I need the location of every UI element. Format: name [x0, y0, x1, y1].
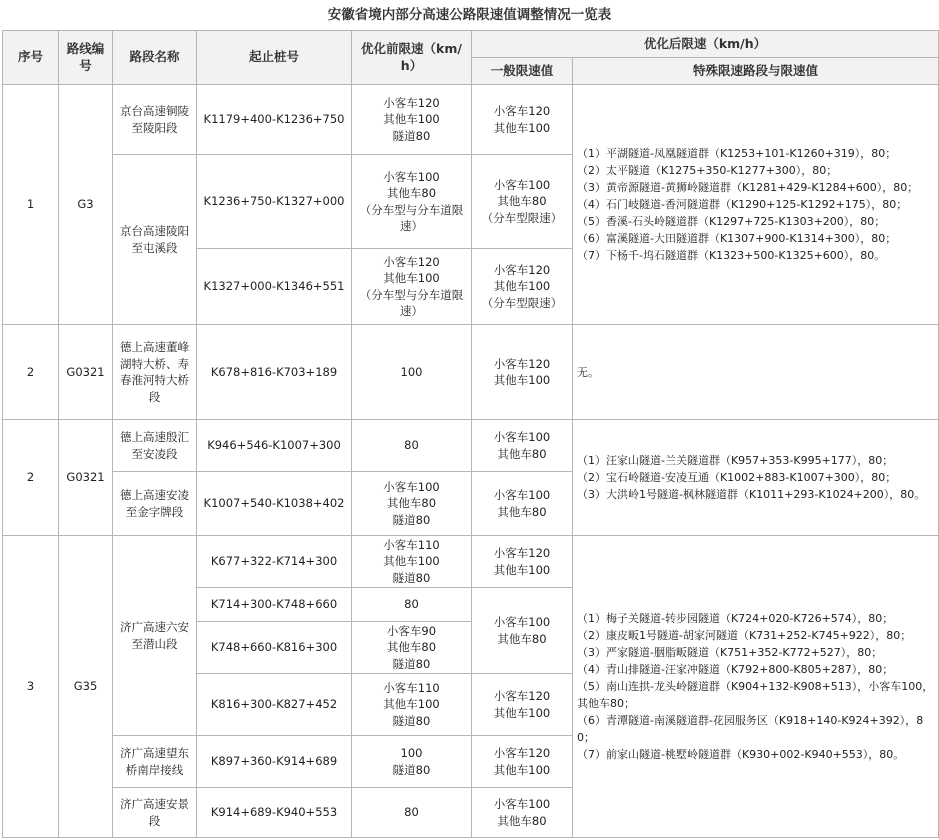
stake-cell: K1179+400-K1236+750	[197, 85, 352, 155]
seq-cell: 1	[3, 85, 59, 325]
special-item: （5）南山连拱-龙头岭隧道群（K904+132-K908+513），小客车100，其他车80；	[577, 680, 934, 710]
stake-cell: K816+300-K827+452	[197, 674, 352, 736]
general-limit-cell: 小客车100 其他车80	[472, 472, 573, 536]
special-item: （2）康皮畈1号隧道-胡家河隧道（K731+252-K745+922），80；	[577, 629, 912, 642]
special-item: （3）大洪岭1号隧道-枫林隧道群（K1011+293-K1024+200），80。	[577, 488, 926, 501]
special-item: （1）汪家山隧道-兰关隧道群（K957+353-K995+177），80；	[577, 454, 894, 467]
section-name-cell: 济广高速六安至潜山段	[113, 536, 197, 736]
before-limit-cell: 小客车90 其他车80 隧道80	[352, 622, 472, 674]
route-cell: G0321	[59, 325, 113, 420]
route-cell: G35	[59, 536, 113, 838]
table-title: 安徽省境内部分高速公路限速值调整情况一览表	[327, 7, 612, 23]
general-limit-cell: 小客车100 其他车80 （分车型限速）	[472, 155, 573, 249]
header-before: 优化前限速（km/h）	[352, 31, 472, 85]
general-limit-cell: 小客车100 其他车80	[472, 788, 573, 838]
general-limit-cell: 小客车120 其他车100	[472, 536, 573, 588]
special-limits-cell	[573, 420, 939, 536]
general-limit-cell: 小客车120 其他车100	[472, 736, 573, 788]
special-item: （5）香溪-石头岭隧道群（K1297+725-K1303+200），80；	[577, 215, 886, 228]
before-limit-cell: 小客车120 其他车100 （分车型与分车道限速）	[352, 249, 472, 325]
before-limit-cell: 小客车100 其他车80 隧道80	[352, 472, 472, 536]
header-general: 一般限速值	[472, 58, 573, 85]
header-seq: 序号	[3, 31, 59, 85]
special-limits-cell	[573, 85, 939, 325]
header-special: 特殊限速路段与限速值	[573, 58, 939, 85]
seq-cell: 2	[3, 325, 59, 420]
stake-cell: K946+546-K1007+300	[197, 420, 352, 472]
header-after: 优化后限速（km/h）	[472, 31, 939, 58]
special-item: 无。	[577, 365, 599, 379]
before-limit-cell: 100 隧道80	[352, 736, 472, 788]
stake-cell: K1236+750-K1327+000	[197, 155, 352, 249]
section-name-cell: 德上高速安凌至金字牌段	[113, 472, 197, 536]
section-name-cell: 济广高速安景段	[113, 788, 197, 838]
special-item: （7）下杨千-坞石隧道群（K1323+500-K1325+600），80。	[577, 249, 886, 262]
stake-cell: K914+689-K940+553	[197, 788, 352, 838]
table-row	[3, 536, 939, 588]
before-limit-cell: 小客车120 其他车100 隧道80	[352, 85, 472, 155]
special-item: （2）宝石岭隧道-安凌互通（K1002+883-K1007+300），80；	[577, 471, 897, 484]
special-item: （1）平湖隧道-凤凰隧道群（K1253+101-K1260+319），80；	[577, 147, 897, 160]
special-limits-cell	[573, 325, 939, 420]
stake-cell: K714+300-K748+660	[197, 588, 352, 622]
before-limit-cell: 小客车100 其他车80 （分车型与分车道限速）	[352, 155, 472, 249]
general-limit-cell: 小客车120 其他车100	[472, 325, 573, 420]
seq-cell: 3	[3, 536, 59, 838]
general-limit-cell: 小客车100 其他车80	[472, 420, 573, 472]
header-stake: 起止桩号	[197, 31, 352, 85]
stake-cell: K1007+540-K1038+402	[197, 472, 352, 536]
stake-cell: K748+660-K816+300	[197, 622, 352, 674]
special-item: （3）严家隧道-胭脂畈隧道（K751+352-K772+527），80；	[577, 646, 883, 659]
special-limits-cell	[573, 536, 939, 838]
stake-cell: K677+322-K714+300	[197, 536, 352, 588]
before-limit-cell: 100	[352, 325, 472, 420]
section-name-cell: 京台高速陵阳至屯溪段	[113, 155, 197, 325]
special-item: （7）前家山隧道-桃墅岭隧道群（K930+002-K940+553），80。	[577, 748, 905, 761]
route-cell: G3	[59, 85, 113, 325]
section-name-cell: 德上高速董峰湖特大桥、寿春淮河特大桥段	[113, 325, 197, 420]
general-limit-cell: 小客车120 其他车100 （分车型限速）	[472, 249, 573, 325]
before-limit-cell: 80	[352, 588, 472, 622]
before-limit-cell: 80	[352, 788, 472, 838]
special-item: （1）梅子关隧道-转步园隧道（K724+020-K726+574），80；	[577, 612, 894, 625]
table-row	[3, 325, 939, 420]
table-row	[3, 420, 939, 472]
special-item: （2）太平隧道（K1275+350-K1277+300），80；	[577, 164, 838, 177]
seq-cell: 2	[3, 420, 59, 536]
section-name-cell: 京台高速铜陵至陵阳段	[113, 85, 197, 155]
stake-cell: K897+360-K914+689	[197, 736, 352, 788]
route-cell: G0321	[59, 420, 113, 536]
special-item: （4）石门岐隧道-香河隧道群（K1290+125-K1292+175），80；	[577, 198, 908, 211]
stake-cell: K678+816-K703+189	[197, 325, 352, 420]
special-item: （6）富溪隧道-大田隧道群（K1307+900-K1314+300），80；	[577, 232, 897, 245]
speed-limit-table	[2, 30, 939, 838]
before-limit-cell: 小客车110 其他车100 隧道80	[352, 536, 472, 588]
special-item: （3）黄帝源隧道-黄狮岭隧道群（K1281+429-K1284+600），80；	[577, 181, 919, 194]
section-name-cell: 德上高速殷汇至安凌段	[113, 420, 197, 472]
before-limit-cell: 80	[352, 420, 472, 472]
table-row	[3, 85, 939, 155]
special-item: （4）青山排隧道-汪家冲隧道（K792+800-K805+287），80；	[577, 663, 894, 676]
general-limit-cell: 小客车100 其他车80	[472, 588, 573, 674]
special-item: （6）青潭隧道-南溪隧道群-花园服务区（K918+140-K924+392），80；	[577, 714, 924, 744]
before-limit-cell: 小客车110 其他车100 隧道80	[352, 674, 472, 736]
general-limit-cell: 小客车120 其他车100	[472, 85, 573, 155]
header-name: 路段名称	[113, 31, 197, 85]
general-limit-cell: 小客车120 其他车100	[472, 674, 573, 736]
header-route: 路线编号	[59, 31, 113, 85]
stake-cell: K1327+000-K1346+551	[197, 249, 352, 325]
section-name-cell: 济广高速望东桥南岸接线	[113, 736, 197, 788]
